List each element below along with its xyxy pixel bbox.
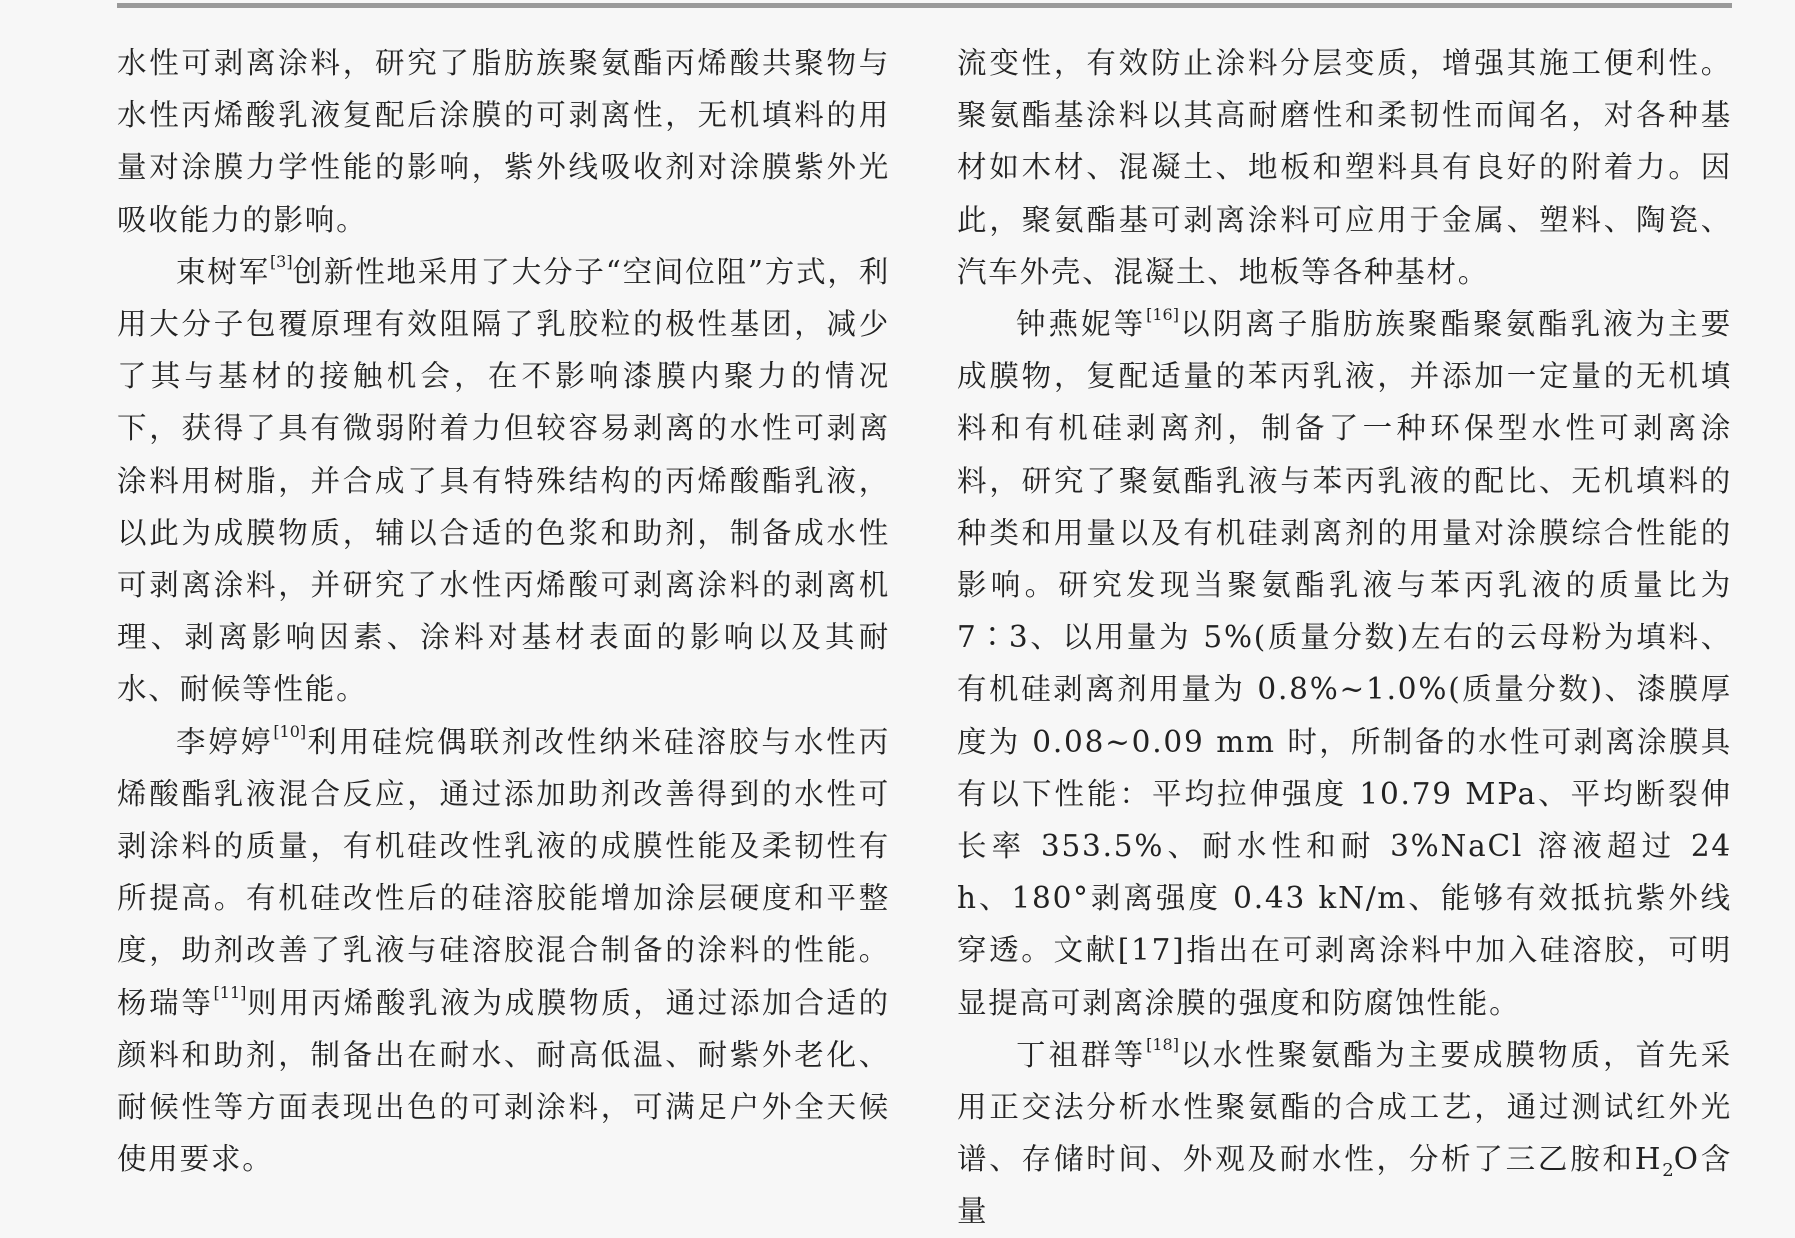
citation-marker: [10] (273, 722, 307, 742)
paragraph (957, 1029, 1732, 1238)
right-column (957, 37, 1732, 1238)
text-run: O含量 (957, 1142, 1732, 1229)
top-rule (117, 3, 1732, 8)
text-run: 李婷婷 (176, 724, 274, 759)
paragraph (117, 37, 890, 246)
text-run: 流变性，有效防止涂料分层变质，增强其施工便利性。聚氨酯基涂料以其高耐磨性和柔韧性而闻名，对各种基材如木材、混凝土、地板和塑料具有良好的附着力。因此，聚氨酯基可剥离涂料可应用于金属、塑料、陶瓷、汽车外壳、混凝土、地板等各种基材。 (957, 46, 1732, 289)
paragraph (117, 246, 890, 716)
text-run: 以水性聚氨酯为主要成膜物质，首先采用正交法分析水性聚氨酯的合成工艺，通过测试红外光谱、存储时间、外观及耐水性，分析了三乙胺和H (957, 1037, 1732, 1177)
text-run: 钟燕妮等 (1016, 307, 1147, 342)
paragraph (117, 716, 890, 1186)
subscript: 2 (1662, 1159, 1674, 1181)
text-run: 丁祖群等 (1016, 1037, 1147, 1072)
text-run: 创新性地采用了大分子“空间位阻”方式，利用大分子包覆原理有效阻隔了乳胶粒的极性基团，减少了其与基材的接触机会，在不影响漆膜内聚力的情况下，获得了具有微弱附着力但较容易剥离的水性可剥离涂料用树脂，并合成了具有特殊结构的丙烯酸酯乳液，以此为成膜物质，辅以合适的色浆和助剂，制备成水性可剥离涂料，并研究了水性丙烯酸可剥离涂料的剥离机理、剥离影响因素、涂料对基材表面的影响以及其耐水、耐候等性能。 (117, 254, 890, 707)
citation-marker: [16] (1146, 304, 1179, 324)
paragraph (957, 298, 1732, 1029)
text-run: 以阴离子脂肪族聚酯聚氨酯乳液为主要成膜物，复配适量的苯丙乳液，并添加一定量的无机填料和有机硅剥离剂，制备了一种环保型水性可剥离涂料，研究了聚氨酯乳液与苯丙乳液的配比、无机填料的种类和用量以及有机硅剥离剂的用量对涂膜综合性能的影响。研究发现当聚氨酯乳液与苯丙乳液的质量比为 7∶3、以用量为 5%(质量分数)左右的云母粉为填料、有机硅剥离剂用量为 0.8%~1.0%(质量分数)、漆膜厚度为 0.08~0.09 mm 时，所制备的水性可剥离涂膜具有以下性能：平均拉伸强度 10.79 MPa、平均断裂伸长率 353.5%、耐水性和耐 3%NaCl 溶液超过 24 h、180°剥离强度 0.43 kN/m、能够有效抵抗紫外线穿透。文献[17]指出在可剥离涂料中加入硅溶胶，可明显提高可剥离涂膜的强度和防腐蚀性能。 (957, 307, 1732, 1020)
paragraph (957, 37, 1732, 298)
citation-marker: [18] (1146, 1035, 1179, 1055)
text-run: 束树军 (176, 254, 270, 289)
text-run: 则用丙烯酸乳液为成膜物质，通过添加合适的颜料和助剂，制备出在耐水、耐高低温、耐紫外老化、耐候性等方面表现出色的可剥涂料，可满足户外全天候使用要求。 (117, 985, 890, 1177)
left-column (117, 37, 890, 1185)
text-run: 水性可剥离涂料，研究了脂肪族聚氨酯丙烯酸共聚物与水性丙烯酸乳液复配后涂膜的可剥离性，无机填料的用量对涂膜力学性能的影响，紫外线吸收剂对涂膜紫外光吸收能力的影响。 (117, 46, 890, 237)
citation-marker: [11] (213, 983, 247, 1003)
text-run: 利用硅烷偶联剂改性纳米硅溶胶与水性丙烯酸酯乳液混合反应，通过添加助剂改善得到的水性可剥涂料的质量，有机硅改性乳液的成膜性能及柔韧性有所提高。有机硅改性后的硅溶胶能增加涂层硬度和平整度，助剂改善了乳液与硅溶胶混合制备的涂料的性能。杨瑞等 (117, 724, 890, 1020)
citation-marker: [3] (269, 252, 293, 272)
